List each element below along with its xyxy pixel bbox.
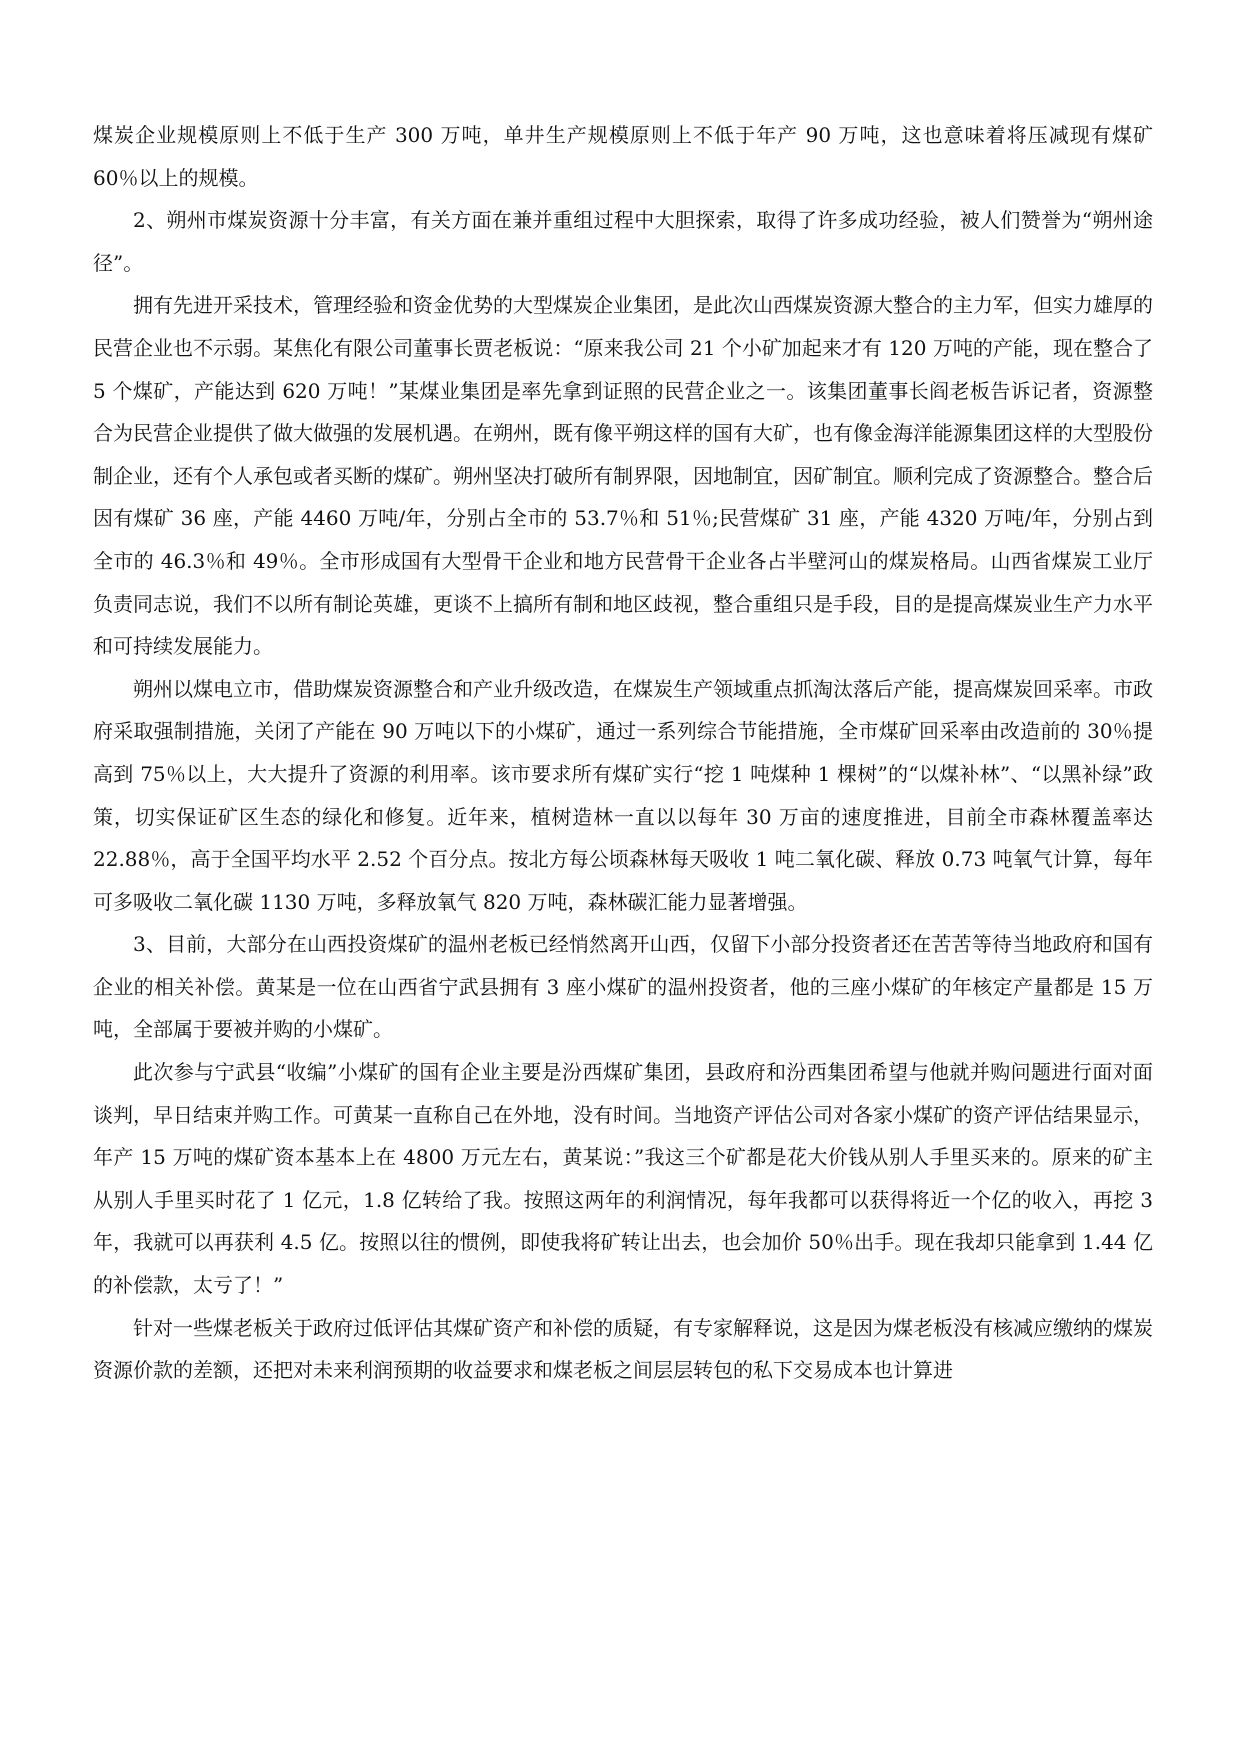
paragraph-3: 拥有先进开采技术，管理经验和资金优势的大型煤炭企业集团，是此次山西煤炭资源大整合的主力军，但实力雄厚的民营企业也不示弱。某焦化有限公司董事长贾老板说：“原来我公司 21 个小矿加起来才有 120 万吨的产能，现在整合了 5 个煤矿，产能达到 620 万吨！”某煤业集团是率先拿到证照的民营企业之一。该集团董事长阎老板告诉记者，资源整合为民营企业提供了做大做强的发展机遇。在朔州，既有像平朔这样的国有大矿，也有像金海洋能源集团这样的大型股份制企业，还有个人承包或者买断的煤矿。朔州坚决打破所有制界限，因地制宜，因矿制宜。顺利完成了资源整合。整合后因有煤矿 36 座，产能 4460 万吨/年，分别占全市的 53.7％和 51％;民营煤矿 31 座，产能 4320 万吨/年，分别占到全市的 46.3％和 49％。全市形成国有大型骨干企业和地方民营骨干企业各占半壁河山的煤炭格局。山西省煤炭工业厅负责同志说，我们不以所有制论英雄，更谈不上搞所有制和地区歧视，整合重组只是手段，目的是提高煤炭业生产力水平和可持续发展能力。: [93, 293, 1153, 659]
paragraph-6: 此次参与宁武县“收编”小煤矿的国有企业主要是汾西煤矿集团，县政府和汾西集团希望与他就并购问题进行面对面谈判，早日结束并购工作。可黄某一直称自己在外地，没有时间。当地资产评估公司对各家小煤矿的资产评估结果显示，年产 15 万吨的煤矿资本基本上在 4800 万元左右，黄某说：”我这三个矿都是花大价钱从别人手里买来的。原来的矿主从别人手里买时花了 1 亿元，1.8 亿转给了我。按照这两年的利润情况，每年我都可以获得将近一个亿的收入，再挖 3 年，我就可以再获利 4.5 亿。按照以往的惯例，即使我将矿转让出去，也会加价 50％出手。现在我却只能拿到 1.44 亿的补偿款，太亏了！”: [93, 1060, 1153, 1298]
document-body: [93, 114, 1153, 1392]
paragraph-2: 2、朔州市煤炭资源十分丰富，有关方面在兼并重组过程中大胆探索，取得了许多成功经验，被人们赞誉为“朔州途径”。: [93, 208, 1153, 275]
paragraph-7: 针对一些煤老板关于政府过低评估其煤矿资产和补偿的质疑，有专家解释说，这是因为煤老板没有核减应缴纳的煤炭资源价款的差额，还把对未来利润预期的收益要求和煤老板之间层层转包的私下交易成本也计算进: [93, 1315, 1153, 1383]
paragraph-1: 煤炭企业规模原则上不低于生产 300 万吨，单井生产规模原则上不低于年产 90 万吨，这也意味着将压减现有煤矿 60％以上的规模。: [93, 123, 1153, 190]
paragraph-5: 3、目前，大部分在山西投资煤矿的温州老板已经悄然离开山西，仅留下小部分投资者还在苦苦等待当地政府和国有企业的相关补偿。黄某是一位在山西省宁武县拥有 3 座小煤矿的温州投资者，他的三座小煤矿的年核定产量都是 15 万吨，全部属于要被并购的小煤矿。: [93, 932, 1153, 1042]
paragraph-4: 朔州以煤电立市，借助煤炭资源整合和产业升级改造，在煤炭生产领域重点抓淘汰落后产能，提高煤炭回采率。市政府采取强制措施，关闭了产能在 90 万吨以下的小煤矿，通过一系列综合节能措施，全市煤矿回采率由改造前的 30％提高到 75％以上，大大提升了资源的利用率。该市要求所有煤矿实行“挖 1 吨煤种 1 棵树”的“以煤补林”、“以黑补绿”政策，切实保证矿区生态的绿化和修复。近年来，植树造林一直以以每年 30 万亩的速度推进，目前全市森林覆盖率达 22.88％，高于全国平均水平 2.52 个百分点。按北方每公顷森林每天吸收 1 吨二氧化碳、释放 0.73 吨氧气计算，每年可多吸收二氧化碳 1130 万吨，多释放氧气 820 万吨，森林碳汇能力显著增强。: [93, 676, 1153, 914]
